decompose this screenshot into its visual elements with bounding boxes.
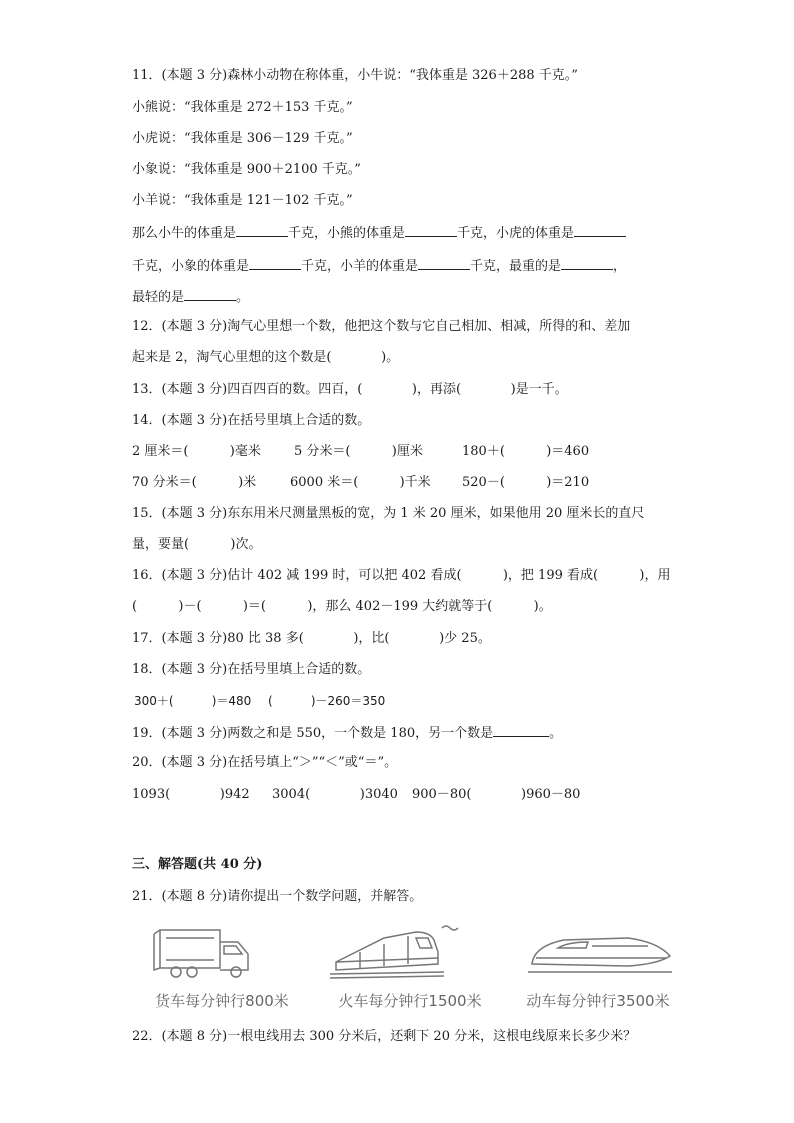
q11-text: 千克，小熊的体重是	[288, 226, 406, 241]
q19-text: 。	[549, 726, 563, 741]
train-icon	[320, 918, 500, 988]
blank-lightest[interactable]	[184, 287, 236, 301]
q20-item-2: 3004( )3040	[272, 787, 398, 802]
q15-line-2: 量，要量( )次。	[132, 537, 262, 552]
bullet-train-picture	[508, 918, 688, 1018]
q22: 22．(本题 8 分)一根电线用去 300 分米后，还剩下 20 分米，这根电线原来长多少米？	[132, 1029, 637, 1044]
q14-r1-c: 180＋( )＝460	[462, 444, 590, 459]
q16-line-1: 16．(本题 3 分)估计 402 减 199 时，可以把 402 看成( )，把 199 看成( )，用	[132, 568, 671, 583]
q14-title: 14．(本题 3 分)在括号里填上合适的数。	[132, 413, 371, 428]
q11-text: 千克，小虎的体重是	[457, 226, 575, 241]
blank-tiger-weight[interactable]	[574, 223, 626, 237]
q11-tiger: 小虎说：“我体重是 306－129 千克。”	[132, 131, 353, 146]
q16-line-2: ( )－( )＝( )，那么 402－199 大约就等于( )。	[132, 599, 552, 614]
blank-other-number[interactable]	[493, 723, 549, 737]
truck-caption: 货车每分钟行800米	[155, 992, 289, 1010]
q11-text: 千克，小象的体重是	[132, 259, 250, 274]
q14-r1-a: 2 厘米＝( )毫米	[132, 444, 261, 459]
q11-elephant: 小象说：“我体重是 900＋2100 千克。”	[132, 162, 361, 177]
q18-eq-2: ( )－260＝350	[268, 694, 386, 708]
q14-r1-b: 5 分米＝( )厘米	[294, 444, 423, 459]
q21-vehicle-pictures	[132, 918, 692, 1018]
blank-elephant-weight[interactable]	[249, 256, 301, 270]
q13: 13．(本题 3 分)四百四百的数。四百，( )，再添( )是一千。	[132, 382, 568, 397]
q11-stem: 11．(本题 3 分)森林小动物在称体重，小牛说：“我体重是 326＋288 千克。”	[132, 68, 578, 83]
q20-title: 20．(本题 3 分)在括号填上“＞”“＜”或“＝”。	[132, 755, 398, 770]
q18-title: 18．(本题 3 分)在括号里填上合适的数。	[132, 662, 371, 677]
blank-cow-weight[interactable]	[236, 223, 288, 237]
q19-text: 19．(本题 3 分)两数之和是 550，一个数是 180，另一个数是	[132, 726, 494, 741]
q19	[132, 723, 562, 743]
q11-bear: 小熊说：“我体重是 272＋153 千克。”	[132, 100, 353, 115]
q14-r2-b: 6000 米＝( )千米	[290, 475, 431, 490]
section-3-title: 三、解答题(共 40 分)	[132, 857, 263, 872]
blank-heaviest[interactable]	[561, 256, 613, 270]
q11-answer-line-3	[132, 287, 249, 307]
blank-bear-weight[interactable]	[405, 223, 457, 237]
bullet-train-caption: 动车每分钟行3500米	[526, 992, 670, 1010]
q12-line-2: 起来是 2，淘气心里想的这个数是( )。	[132, 350, 400, 365]
q11-text: 。	[236, 290, 250, 305]
q17: 17．(本题 3 分)80 比 38 多( )，比( )少 25。	[132, 631, 491, 646]
q14-r2-c: 520－( )＝210	[462, 475, 590, 490]
q11-answer-line-1	[132, 223, 626, 243]
truck-picture	[132, 918, 312, 1018]
train-caption: 火车每分钟行1500米	[338, 992, 482, 1010]
q11-text: ，	[613, 259, 627, 274]
q18-eq-1: 300＋( )＝480	[134, 694, 252, 708]
bullet-train-icon	[508, 918, 688, 988]
q12-line-1: 12．(本题 3 分)淘气心里想一个数，他把这个数与它自己相加、相减，所得的和、差加	[132, 319, 631, 334]
q11-sheep: 小羊说：“我体重是 121－102 千克。”	[132, 193, 353, 208]
q20-item-3: 900－80( )960－80	[412, 787, 581, 802]
q15-line-1: 15．(本题 3 分)东东用米尺测量黑板的宽，为 1 米 20 厘米，如果他用 20 厘米长的直尺	[132, 506, 645, 521]
truck-icon	[132, 918, 312, 988]
q11-text: 千克，小羊的体重是	[301, 259, 419, 274]
q20-item-1: 1093( )942	[132, 787, 250, 802]
q11-text: 那么小牛的体重是	[132, 226, 237, 241]
q21-stem: 21．(本题 8 分)请你提出一个数学问题，并解答。	[132, 889, 423, 904]
q11-text: 千克，最重的是	[470, 259, 562, 274]
train-picture	[320, 918, 500, 1018]
blank-sheep-weight[interactable]	[418, 256, 470, 270]
q11-text: 最轻的是	[132, 290, 185, 305]
q11-answer-line-2	[132, 256, 626, 276]
q14-r2-a: 70 分米＝( )米	[132, 475, 257, 490]
